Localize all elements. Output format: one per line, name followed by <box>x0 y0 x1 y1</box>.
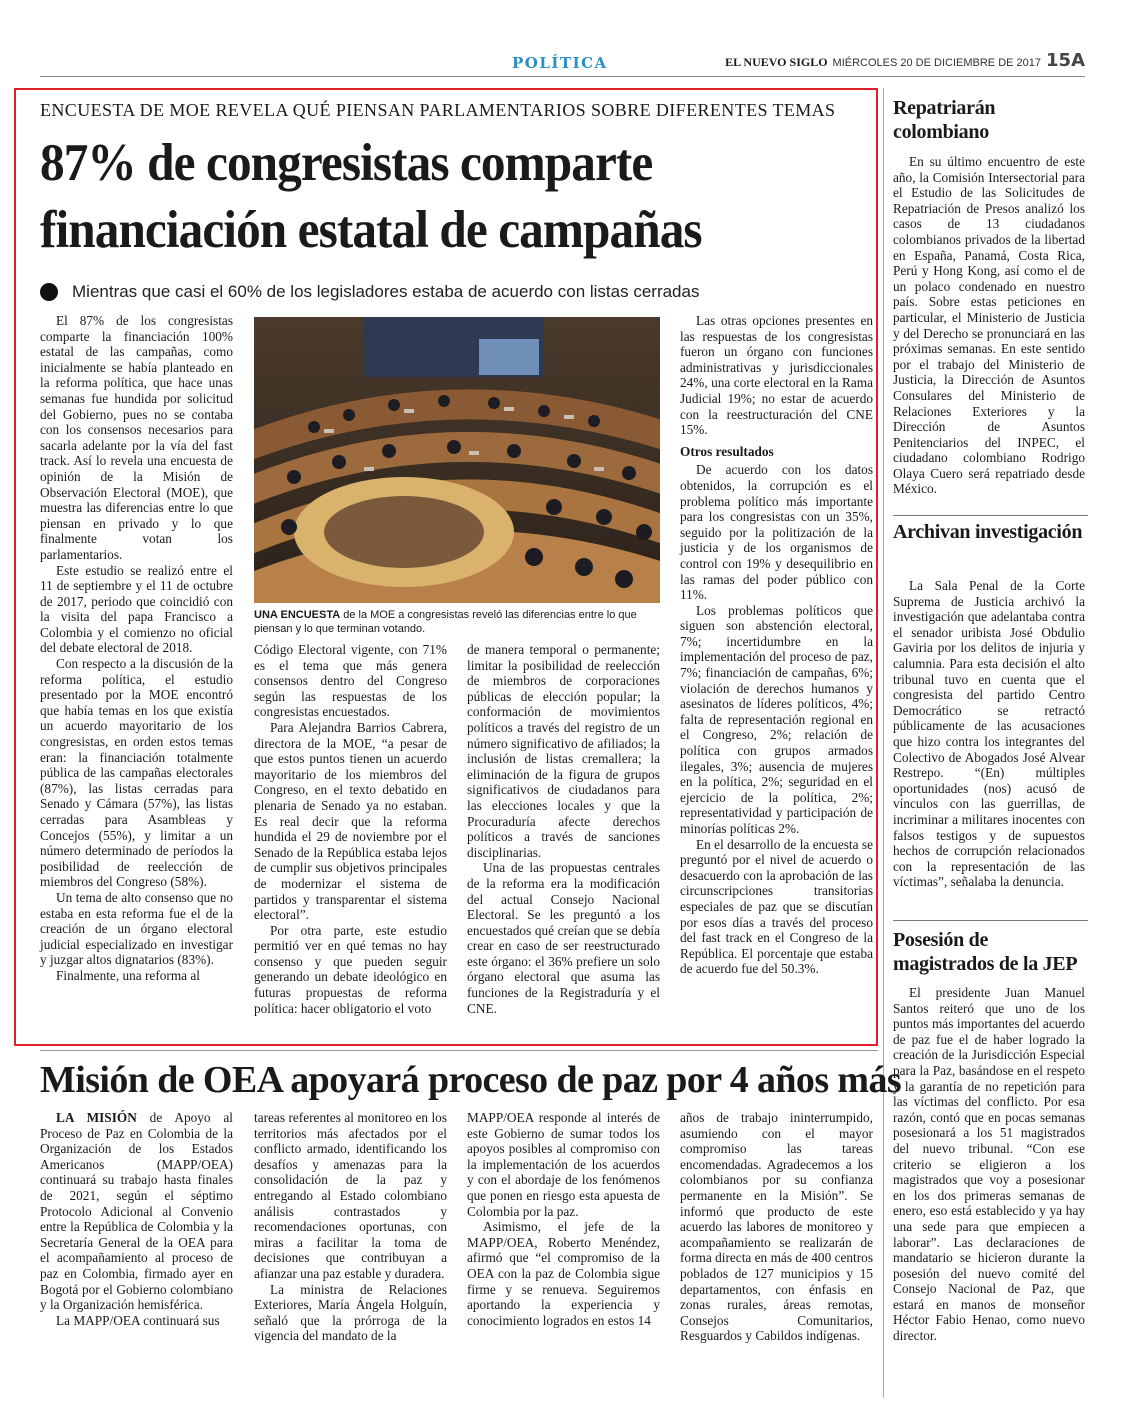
sidebar-rule <box>893 920 1088 921</box>
brief-title-investigation: Archivan investigación <box>893 521 1083 543</box>
second-column-3 <box>467 1110 660 1328</box>
caption-lead: UNA ENCUESTA <box>254 609 341 621</box>
second-headline: Misión de OEA apoyará proceso de paz por 4 años más <box>40 1059 902 1101</box>
paragraph: La Sala Penal de la Corte Suprema de Justicia archivó la investigación que adelantaba contra el senador uribista José Obdulio Gaviria por los delitos de injuria y calumnia. Para esta decisión el alto tribunal tuvo en cuenta que el congresista del partido Centro Democrático se retractó públicamente de las acusaciones que hizo contra los integrantes del Colectivo de Abogados José Alvear Restrepo. “(En) múltiples oportunidades (nos) acusó de vínculos con las guerrillas, de incriminar a militares inocentes con falsos testigos y de supuestos hechos de corrupción relacionados con la representación de las víctimas”, señalaba la denuncia. <box>893 578 1085 890</box>
brief-title-repatriation: Repatriarán colombiano <box>893 97 996 143</box>
second-column-1 <box>40 1110 233 1328</box>
paragraph: Este estudio se realizó entre el 11 de septiembre y el 11 de octubre de 2017, periodo que coincidió con la visita del papa Francisco a Colombia y el comienzo no oficial del debate electoral de 2018. <box>40 562 233 656</box>
paragraph: En el desarrollo de la encuesta se preguntó por el nivel de acuerdo o desacuerdo con la aprobación de las circunscripciones transitorias especiales de paz que se discutían por esos días a través del proceso del fast track en el Congreso de la República. El porcentaje que estaba de acuerdo fue del 50.3%. <box>680 836 873 977</box>
page-number: 15A <box>1046 50 1085 71</box>
paragraph: La MAPP/OEA continuará sus <box>56 1312 220 1328</box>
paragraph: Las otras opciones presentes en las respuestas de los congresistas fueron un órgano con funciones administrativas y jurisdiccionales 24%, una corte electoral en la Rama Judicial 19%; no estar de acuerdo con la reestructuración del CNE 15%. <box>680 313 873 438</box>
paragraph: Por otra parte, este estudio permitió ver en qué temas no hay consenso y que pueden seguir generando un debate ideológico en futuras propuestas de reforma política: hacer obligatorio el voto <box>254 922 447 1016</box>
article-divider <box>40 1050 878 1051</box>
main-column-4 <box>680 313 873 977</box>
paragraph: Código Electoral vigente, con 71% es el tema que más genera consensos dentro del Congreso según las respuestas de los congresistas encuestados. <box>254 642 447 720</box>
paragraph: Una de las propuestas centrales de la reforma era la modificación del actual Consejo Nacional Electoral. Se les preguntó a los encuestados qué creían que se debía crear en caso de ser reestructurado este órgano: el 36% prefiere un solo órgano electoral que asuma las funciones de la Registraduría y el CNE. <box>467 860 660 1016</box>
paragraph <box>40 1110 233 1313</box>
second-column-4 <box>680 1110 873 1344</box>
headline-line-2: financiación estatal de campañas <box>40 201 702 259</box>
main-column-1 <box>40 313 233 984</box>
publication-date: MIÉRCOLES 20 DE DICIEMBRE DE 2017 <box>832 57 1042 69</box>
paragraph: Con respecto a la discusión de la reforma política, el estudio presentado por la MOE encontró que había temas en los que existía un acuerdo mayoritario de los congresistas, en orden estos temas eran: la financiación totalmente pública de las campañas electorales (87%), las listas cerradas para Senado y Cámara (57%), las listas cerradas para Asambleas y Concejos (55%), y limitar a un número determinado de períodos la posibilidad de reelección de miembros del Congreso (58%). <box>40 656 233 890</box>
sidebar-divider <box>883 88 884 1398</box>
paragraph: Para Alejandra Barrios Cabrera, directora de la MOE, “a pesar de que estos puntos tienen un acuerdo mayoritario de los miembros del Congreso, en el texto debatido en plenaria de Senado ya no estaban. Es real decir que la reforma hundida el 29 de noviembre por el Senado de la República estaba lejos de cumplir sus objetivos principales de modernizar el sistema de partidos y transparentar el sistema electoral”. <box>254 719 447 923</box>
article-subhead <box>40 282 699 302</box>
senate-plenary-photo <box>254 317 660 603</box>
paragraph: El 87% de los congresistas comparte la financiación 100% estatal de las campañas, como inicialmente se había planteado en la reforma política, que hace unas semanas fue hundida por solicitud del Gobierno, pues no se contaba con los consensos necesarios para sacarla adelante por la vía del fast track. Así lo revela una encuesta de opinión de la Misión de Observación Electoral (MOE), que muestra las diferencias entre lo que piensan en privado y lo que finalmente votan los parlamentarios. <box>40 313 233 562</box>
photo-caption <box>254 608 660 636</box>
section-subhead: Otros resultados <box>680 443 774 459</box>
brief-text-repatriation <box>893 154 1085 497</box>
main-column-3 <box>467 642 660 1016</box>
caption-text: de la MOE a congresistas reveló las diferencias entre lo que piensan y lo que terminan votando. <box>254 609 637 635</box>
paragraph: MAPP/OEA responde al interés de este Gobierno de sumar todos los apoyos posibles al compromiso con la implementación de los acuerdos y con el abordaje de los fenómenos que ponen en riesgo esta apuesta de Colombia por la paz. <box>467 1110 660 1219</box>
top-rule <box>40 76 1085 77</box>
paragraph: El presidente Juan Manuel Santos reiteró que uno de los puntos más importantes del acuerdo de paz fue el de haber logrado la creación de la Jurisdicción Especial para la Paz, basándose en el respeto y la garantía de no repetición para las víctimas del conflicto. Por esa razón, contó que en pocas semanas posesionará a los 51 magistrados del nuevo tribunal. “Con ese criterio se eligieron a los magistrados que voy a posesionar en los dos primeras semanas de enero, eso está establecido y ya hay una sede para que empiecen a laborar”. Las declaraciones de mandatario se hicieron durante la posesión del nuevo comité del Consejo Nacional de Paz, que estará en manos de monseñor Héctor Fabio Henao, como nuevo director. <box>893 985 1085 1344</box>
bullet-icon <box>40 283 58 301</box>
newspaper-name: EL NUEVO SIGLO <box>725 55 828 69</box>
article-headline <box>40 130 812 264</box>
article-kicker: ENCUESTA DE MOE REVELA QUÉ PIENSAN PARLAMENTARIOS SOBRE DIFERENTES TEMAS <box>40 100 836 120</box>
section-label: POLÍTICA <box>512 54 608 72</box>
paragraph: tareas referentes al monitoreo en los territorios más afectados por el conflicto armado, identificando los desafíos y amenazas para la consolidación de la paz y entregando al Estado colombiano análisis contrastados y recomendaciones oportunas, con miras a facilitar la toma de decisiones que contribuyan a afianzar una paz estable y duradera. <box>254 1110 447 1281</box>
paragraph: En su último encuentro de este año, la Comisión Intersectorial para el Estudio de las Solicitudes de Repatriación de Presos analizó los casos de 13 ciudadanos colombianos privados de la libertad en España, Panamá, Costa Rica, Perú y Hong Kong, así como el de un polaco condenado en nuestro país. Sobre estas peticiones en particular, el Ministerio de Justicia y del Derecho se pronunciará en las próximas semanas. En este sentido por el trabajo del Ministerio de Justicia, la Dirección de Asuntos Consulares del Ministerio de Relaciones Exteriores y la Dirección de Asuntos Penitenciarios del INPEC, el ciudadano colombiano Rodrigo Olaya Cuero será repatriado desde México. <box>893 154 1085 497</box>
paragraph: Un tema de alto consenso que no estaba en esta reforma fue el de la creación de un órgano electoral judicial especializado en investigar y juzgar altos dignatarios (83%). <box>40 889 233 968</box>
paragraph: años de trabajo ininterrumpido, asumiendo con el mayor compromiso las tareas encomendadas. Agradecemos a los colombianos por su confianza permanente en la Misión”. Se informó que producto de este acuerdo las labores de monitoreo y acompañamiento se realizarán de forma directa en más de 400 centros poblados de 127 municipios y 15 departamentos, con énfasis en zonas rurales, áreas remotas, Consejos Comunitarios, Resguardos y Cabildos indígenas. <box>680 1110 873 1344</box>
headline-line-1: 87% de congresistas comparte <box>40 134 653 192</box>
second-column-2 <box>254 1110 447 1344</box>
paragraph: Asimismo, el jefe de la MAPP/OEA, Roberto Menéndez, afirmó que “el compromiso de la OEA con la paz de Colombia sigue firme y se renueva. Seguiremos aportando la experiencia y conocimiento logrados en estos 14 <box>467 1219 660 1328</box>
paragraph: De acuerdo con los datos obtenidos, la corrupción es el problema político más importante para los congresistas con un 35%, seguido por la politización de la justicia y de los organismos de control con 19% y desequilibrio en las ramas del poder público con 11%. <box>680 462 873 603</box>
lead-text: de Apoyo al Proceso de Paz en Colombia de la Organización de los Estados Americanos (MAPP/OEA) continuará su trabajo hasta finales de 2021, según el séptimo Protocolo Adicional al Convenio entre la República de Colombia y la Secretaría General de la OEA para el acompañamiento al proceso de paz en Colombia, firmado ayer en Bogotá por el Gobierno colombiano y la Organización hemisférica. <box>40 1110 233 1313</box>
paragraph: La ministra de Relaciones Exteriores, María Ángela Holguín, señaló que la prórroga de la vigencia del mandato de la <box>254 1281 447 1344</box>
paragraph: Los problemas políticos que siguen son abstención electoral, 7%; incertidumbre en la implementación del proceso de paz, 7%; financiación de campañas, 6%; violación de derechos humanos y asesinatos de líderes políticos, 4%; falta de representación regional en el Congreso, 2%; relación de política con grupos armados ilegales, 3%; ausencia de mujeres en la política, 2%; seguridad en el ejercicio de la política, 2%; representatividad y participación de minorías políticas 2%. <box>680 602 873 836</box>
brief-text-jep <box>893 985 1085 1344</box>
paper-info <box>725 50 1085 71</box>
brief-title-jep: Posesión de magistrados de la JEP <box>893 929 1078 975</box>
paragraph: de manera temporal o permanente; limitar la posibilidad de reelección de miembros de corporaciones públicas de elección popular; la conformación de movimientos políticos a través del registro de un número significativo de afiliados; la inclusión de listas cremallera; la eliminación de la figura de grupos significativos de ciudadanos para las elecciones locales y que la Procuraduría afecte derechos políticos a través de sanciones disciplinarias. <box>467 642 660 860</box>
paragraph: Finalmente, una reforma al <box>56 967 200 983</box>
subhead-text: Mientras que casi el 60% de los legisladores estaba de acuerdo con listas cerradas <box>72 282 700 301</box>
sidebar-rule <box>893 515 1088 516</box>
photo-illustration <box>254 317 660 603</box>
brief-text-investigation <box>893 578 1085 890</box>
main-column-2 <box>254 642 447 1016</box>
lead-in: LA MISIÓN <box>56 1110 137 1125</box>
